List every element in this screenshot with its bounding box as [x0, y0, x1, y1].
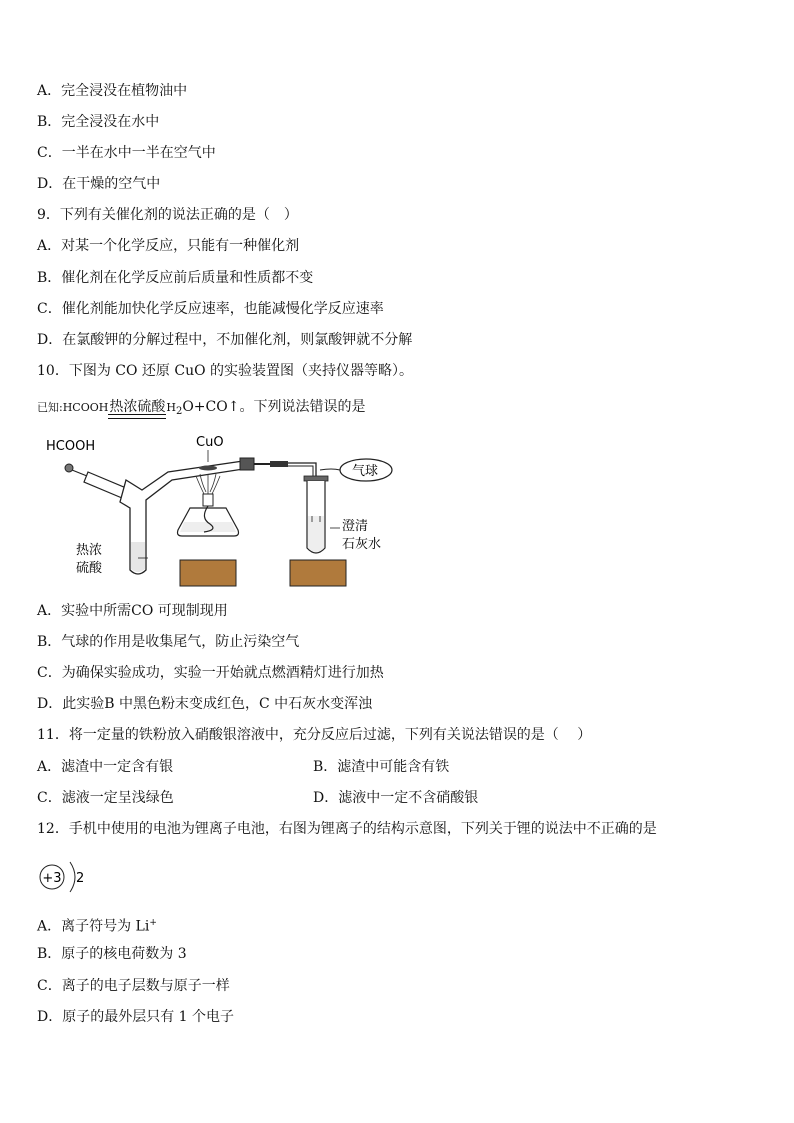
nucleus-charge: +3: [42, 871, 62, 886]
option-9b: B．催化剂在化学反应前后质量和性质都不变: [37, 270, 314, 286]
option-11a: A．滤渣中一定含有银: [37, 759, 174, 775]
option-8d: D．在干燥的空气中: [37, 176, 161, 192]
option-11c: C．滤液一定呈浅绿色: [37, 790, 174, 806]
dropping-funnel: [84, 472, 126, 498]
option-12a-text: A．离子符号为 Li: [37, 918, 150, 935]
reaction-condition-text: 热浓硫酸: [109, 399, 166, 415]
reaction-equation: [37, 396, 365, 423]
option-12a: [37, 914, 157, 936]
option-8a: A．完全浸没在植物油中: [37, 83, 188, 99]
option-9c: C．催化剂能加快化学反应速率，也能减慢化学反应速率: [37, 301, 384, 317]
electron-count: 2: [76, 871, 85, 886]
option-8c: C．一半在水中一半在空气中: [37, 145, 216, 161]
limewater-label-1: 澄清: [342, 519, 369, 534]
reaction-condition: [108, 396, 166, 418]
acid-label-2: 硫酸: [76, 561, 103, 576]
option-11b: B．滤渣中可能含有铁: [313, 759, 450, 775]
question-11: 11．将一定量的铁粉放入硝酸银溶液中，充分反应后过滤，下列有关说法错误的是（ ）: [37, 727, 592, 743]
option-10d: D．此实验B 中黑色粉末变成红色，C 中石灰水变浑浊: [37, 696, 373, 712]
limewater-label-2: 石灰水: [342, 537, 382, 552]
reaction-reactant: 已知:HCOOH: [37, 401, 109, 414]
question-12: 12．手机中使用的电池为锂离子电池，右图为锂离子的结构示意图，下列关于锂的说法中不正确的是: [37, 821, 657, 837]
equals-sign: [108, 414, 166, 419]
left-wood-block: [180, 560, 236, 586]
option-10b: B．气球的作用是收集尾气，防止污染空气: [37, 634, 300, 650]
cuo-powder: [199, 466, 217, 471]
option-9d: D．在氯酸钾的分解过程中，不加催化剂，则氯酸钾就不分解: [37, 332, 413, 348]
flame: [196, 474, 220, 494]
option-9a: A．对某一个化学反应，只能有一种催化剂: [37, 238, 300, 254]
question-9: 9．下列有关催化剂的说法正确的是（ ）: [37, 207, 298, 223]
option-10a: A．实验中所需CO 可现制现用: [37, 603, 228, 619]
option-10c: C．为确保实验成功，实验一开始就点燃酒精灯进行加热: [37, 665, 384, 681]
tube-stopper: [240, 458, 254, 470]
option-12a-superscript: +: [149, 918, 157, 928]
electron-shell-arc: [70, 862, 75, 892]
test-tube-stopper: [304, 476, 328, 481]
product-subscript: 2: [175, 406, 183, 417]
question-10: 10．下图为 CO 还原 CuO 的实验装置图（夹持仪器等略）。: [37, 363, 414, 379]
rubber-connector: [270, 461, 288, 467]
option-8b: B．完全浸没在水中: [37, 114, 160, 130]
option-12d: D．原子的最外层只有 1 个电子: [37, 1009, 235, 1025]
product-h: H: [166, 401, 176, 414]
acid-label-1: 热浓: [76, 543, 103, 558]
lithium-ion-diagram: [38, 858, 98, 904]
hcooh-label: HCOOH: [46, 439, 96, 454]
funnel-stopper: [65, 464, 73, 472]
option-12b: B．原子的核电荷数为 3: [37, 946, 187, 962]
option-12c: C．离子的电子层数与原子一样: [37, 978, 230, 994]
right-wood-block: [290, 560, 346, 586]
cuo-label: CuO: [196, 435, 224, 450]
co-reduction-apparatus: [40, 432, 400, 592]
balloon-label: 气球: [352, 464, 379, 479]
product-rest: O+CO↑。下列说法错误的是: [182, 399, 366, 415]
option-11d: D．滤液中一定不含硝酸银: [313, 790, 479, 806]
